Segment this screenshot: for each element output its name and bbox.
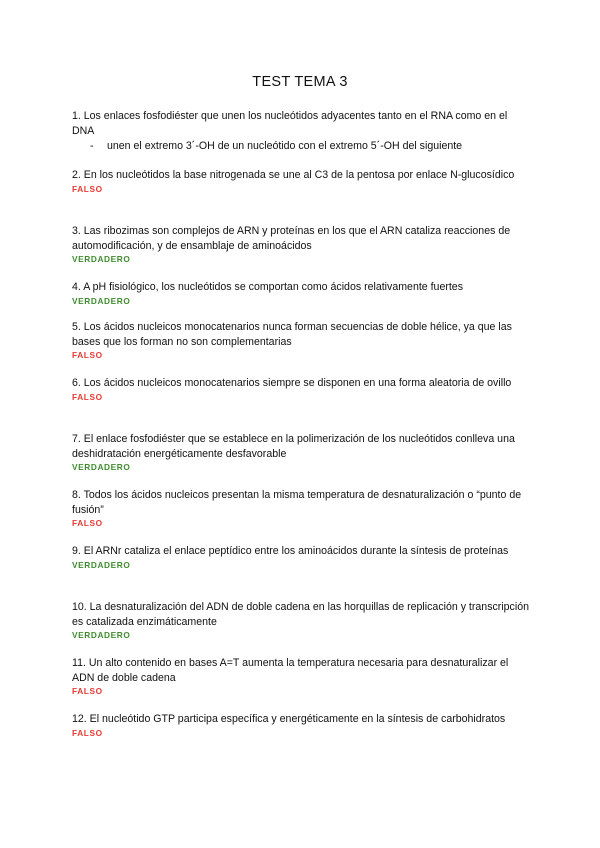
question-11 (72, 656, 532, 696)
question-12 (72, 712, 542, 738)
subitem-text: unen el extremo 3´-OH de un nucleótido con el extremo 5´-OH del siguiente (107, 140, 463, 152)
question-text: 7. El enlace fosfodiéster que se establece en la polimerización de los nucleótidos conlleva una deshidratación energéticamente desfavorable (72, 433, 515, 460)
question-6 (72, 376, 532, 402)
question-subitem (72, 139, 532, 154)
question-text: 11. Un alto contenido en bases A=T aumenta la temperatura necesaria para desnaturalizar el ADN de doble cadena (72, 657, 509, 684)
answer-label: VERDADERO (72, 559, 131, 570)
answer-label: FALSO (72, 183, 103, 194)
answer-label: VERDADERO (72, 295, 131, 306)
question-3 (72, 224, 532, 264)
question-2 (72, 168, 532, 194)
question-text: 8. Todos los ácidos nucleicos presentan la misma temperatura de desnaturalización o “punto de fusión” (72, 489, 522, 516)
question-text: 12. El nucleótido GTP participa específica y energéticamente en la síntesis de carbohidratos (72, 713, 506, 725)
question-text: 9. El ARNr cataliza el enlace peptídico entre los aminoácidos durante la síntesis de proteínas (72, 545, 509, 557)
question-text: 6. Los ácidos nucleicos monocatenarios siempre se disponen en una forma aleatoria de ovillo (72, 377, 512, 389)
question-9 (72, 544, 532, 570)
question-1 (72, 109, 532, 154)
answer-label: FALSO (72, 727, 103, 738)
page-title: TEST TEMA 3 (252, 74, 348, 90)
question-text: 3. Las ribozimas son complejos de ARN y proteínas en los que el ARN cataliza reacciones de automodificación, y de ensamblaje de aminoácidos (72, 225, 511, 252)
answer-label: FALSO (72, 391, 103, 402)
question-text: 2. En los nucleótidos la base nitrogenada se une al C3 de la pentosa por enlace N-glucosídico (72, 169, 515, 181)
question-5 (72, 320, 532, 360)
question-text: 10. La desnaturalización del ADN de doble cadena en las horquillas de replicación y transcripción es catalizada enzimáticamente (72, 601, 529, 628)
answer-label: VERDADERO (72, 254, 131, 264)
answer-label: FALSO (72, 518, 103, 528)
list-dash: - (90, 140, 94, 152)
question-4 (72, 280, 532, 306)
question-10 (72, 600, 532, 640)
question-8 (72, 488, 532, 528)
question-7 (72, 432, 532, 472)
answer-label: FALSO (72, 686, 103, 696)
question-text: 5. Los ácidos nucleicos monocatenarios nunca forman secuencias de doble hélice, ya que las bases que los forman no son complementarias (72, 321, 512, 348)
answer-label: VERDADERO (72, 630, 131, 640)
question-text: 1. Los enlaces fosfodiéster que unen los nucleótidos adyacentes tanto en el RNA como en el DNA (72, 110, 508, 137)
answer-label: FALSO (72, 350, 103, 360)
answer-label: VERDADERO (72, 462, 131, 472)
question-text: 4. A pH fisiológico, los nucleótidos se comportan como ácidos relativamente fuertes (72, 281, 463, 293)
